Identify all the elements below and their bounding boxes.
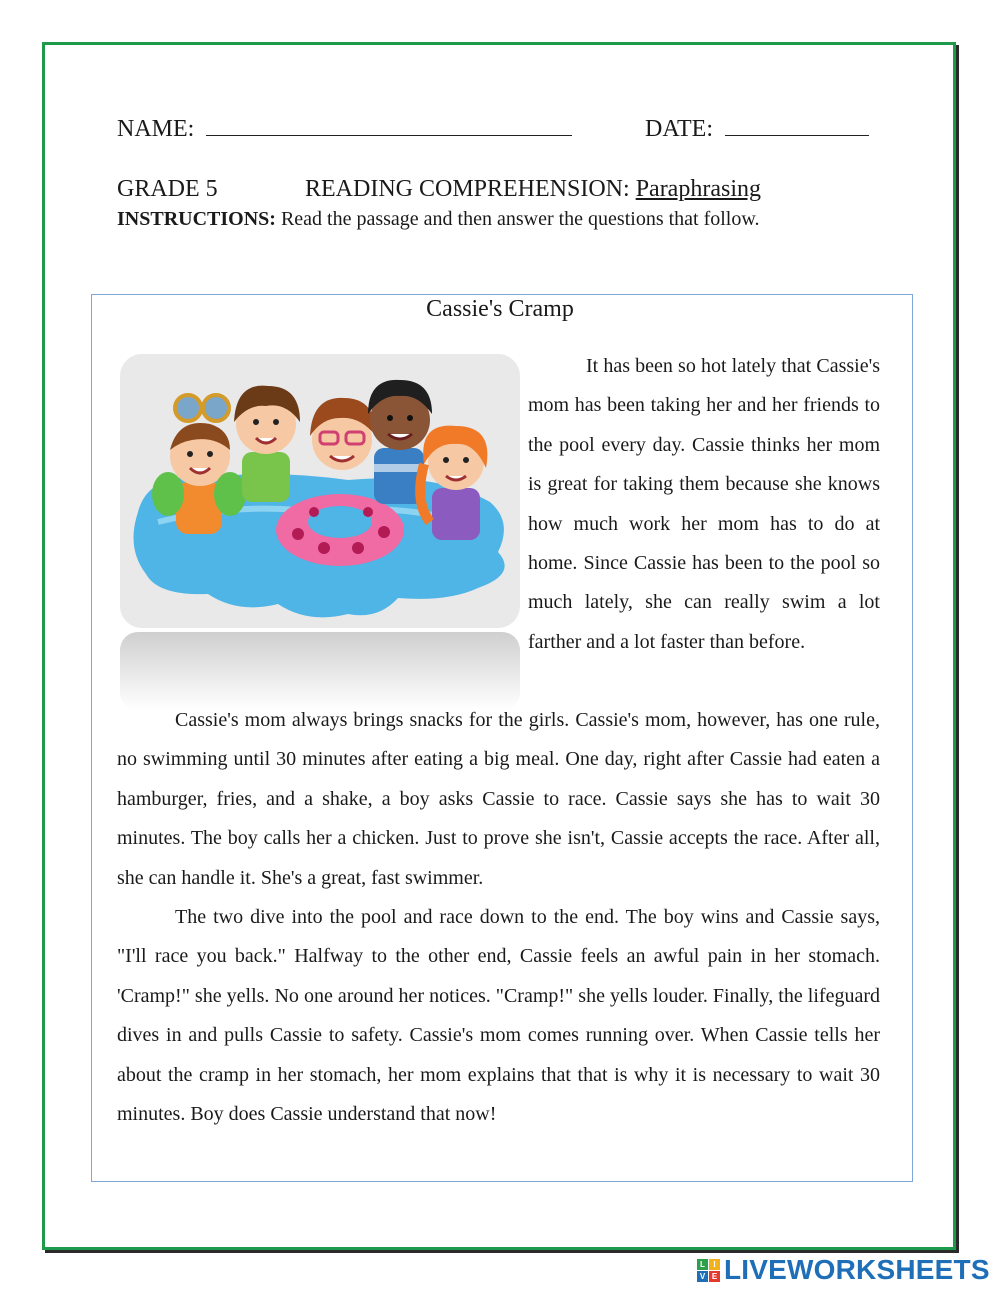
instructions-label: INSTRUCTIONS:: [117, 208, 276, 230]
passage-title: Cassie's Cramp: [426, 296, 574, 322]
date-field[interactable]: [645, 116, 869, 143]
name-field[interactable]: [117, 116, 572, 143]
liveworksheets-logo[interactable]: [697, 1253, 990, 1287]
passage-paragraph-3: The two dive into the pool and race down to the end. The boy wins and Cassie says, "I'll race you back." Halfway to the other end, Cassie feels an awful pain in her stomach. 'Cramp!" she yells. No one around her notices. "Cramp!" she yells louder. Finally, the lifeguard dives in and pulls Cassie to safety. Cassie's mom comes running over. When Cassie tells her about the cramp in her stomach, her mom explains that that is why it is necessary to wait 30 minutes. Boy does Cassie understand that now!: [117, 906, 880, 1126]
passage-paragraph-2: Cassie's mom always brings snacks for the girls. Cassie's mom, however, has one rule, no swimming until 30 minutes after eating a big meal. One day, right after Cassie had eaten a hamburger, fries, and a shake, a boy asks Cassie to race. Cassie says she has to wait 30 minutes. The boy calls her a chicken. Just to prove she isn't, Cassie accepts the race. After all, she can handle it. She's a great, fast swimmer.: [117, 709, 880, 889]
name-blank[interactable]: [206, 116, 572, 136]
instructions-text: Read the passage and then answer the questions that follow.: [280, 208, 760, 230]
logo-letter-i: I: [709, 1259, 720, 1270]
grade-label: GRADE 5: [117, 176, 218, 202]
date-blank[interactable]: [725, 116, 869, 136]
logo-grid-icon: [697, 1259, 720, 1282]
subject-topic: Paraphrasing: [635, 176, 761, 202]
kids-in-pool-illustration: [118, 352, 522, 712]
passage-paragraph-1: It has been so hot lately that Cassie's mom has been taking her and her friends to the pool every day. Cassie thinks her mom is great for taking them because she knows how much work her mom has to do at home. Since Cassie has been to the pool so much lately, she can really swim a lot farther and a lot faster than before.: [528, 355, 880, 653]
subject-heading: [305, 176, 761, 203]
name-label: NAME:: [117, 116, 195, 142]
logo-text: LIVEWORKSHEETS: [724, 1254, 990, 1285]
subject-prefix: READING COMPREHENSION:: [305, 176, 630, 202]
logo-letter-l: L: [697, 1259, 708, 1270]
instructions: [117, 208, 760, 231]
date-label: DATE:: [645, 116, 713, 142]
logo-letter-v: V: [697, 1271, 708, 1282]
logo-letter-e: E: [709, 1271, 720, 1282]
